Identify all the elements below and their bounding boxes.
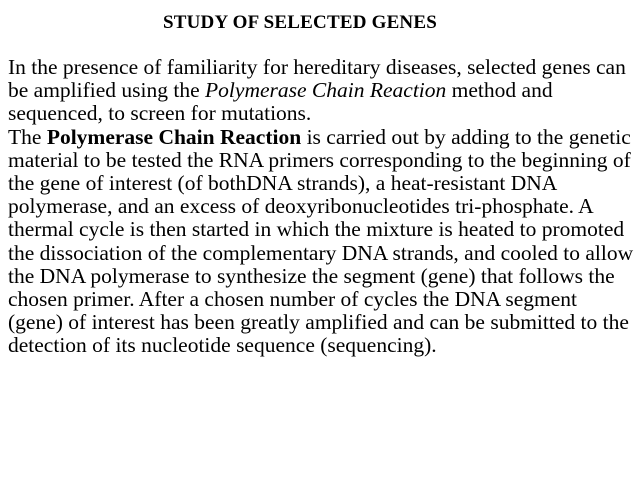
pcr-term-bold: Polymerase Chain Reaction bbox=[46, 124, 302, 149]
document-body bbox=[8, 56, 634, 358]
pcr-text-body: is carried out by adding to the genetic material to be tested the RNA primers corresponding to the beginning of the gene of interest (of bothDNA strands), a heat-resistant DNA polymerase, and an excess of deoxyribonucleotides tri-phosphate. A thermal cycle is then started in which the mixture is heated to promoted the dissociation of the complementary DNA strands, and cooled to allow the DNA polymerase to synthesize the segment (gene) that follows the chosen primer. After a chosen number of cycles the DNA segment (gene) of interest has been greatly amplified and can be submitted to the detection of its nucleotide sequence (sequencing). bbox=[8, 124, 634, 358]
pcr-term-italic: Polymerase Chain Reaction bbox=[205, 78, 447, 103]
intro-text-start: In the presence of familiarity for hereditary diseases, selected genes can be amplified using the bbox=[8, 55, 626, 103]
intro-paragraph bbox=[8, 56, 634, 126]
pcr-text-start: The bbox=[8, 124, 47, 149]
intro-text-end: method and sequenced, to screen for mutations. bbox=[8, 78, 553, 126]
page-title: STUDY OF SELECTED GENES bbox=[162, 12, 437, 33]
pcr-paragraph bbox=[8, 126, 634, 358]
